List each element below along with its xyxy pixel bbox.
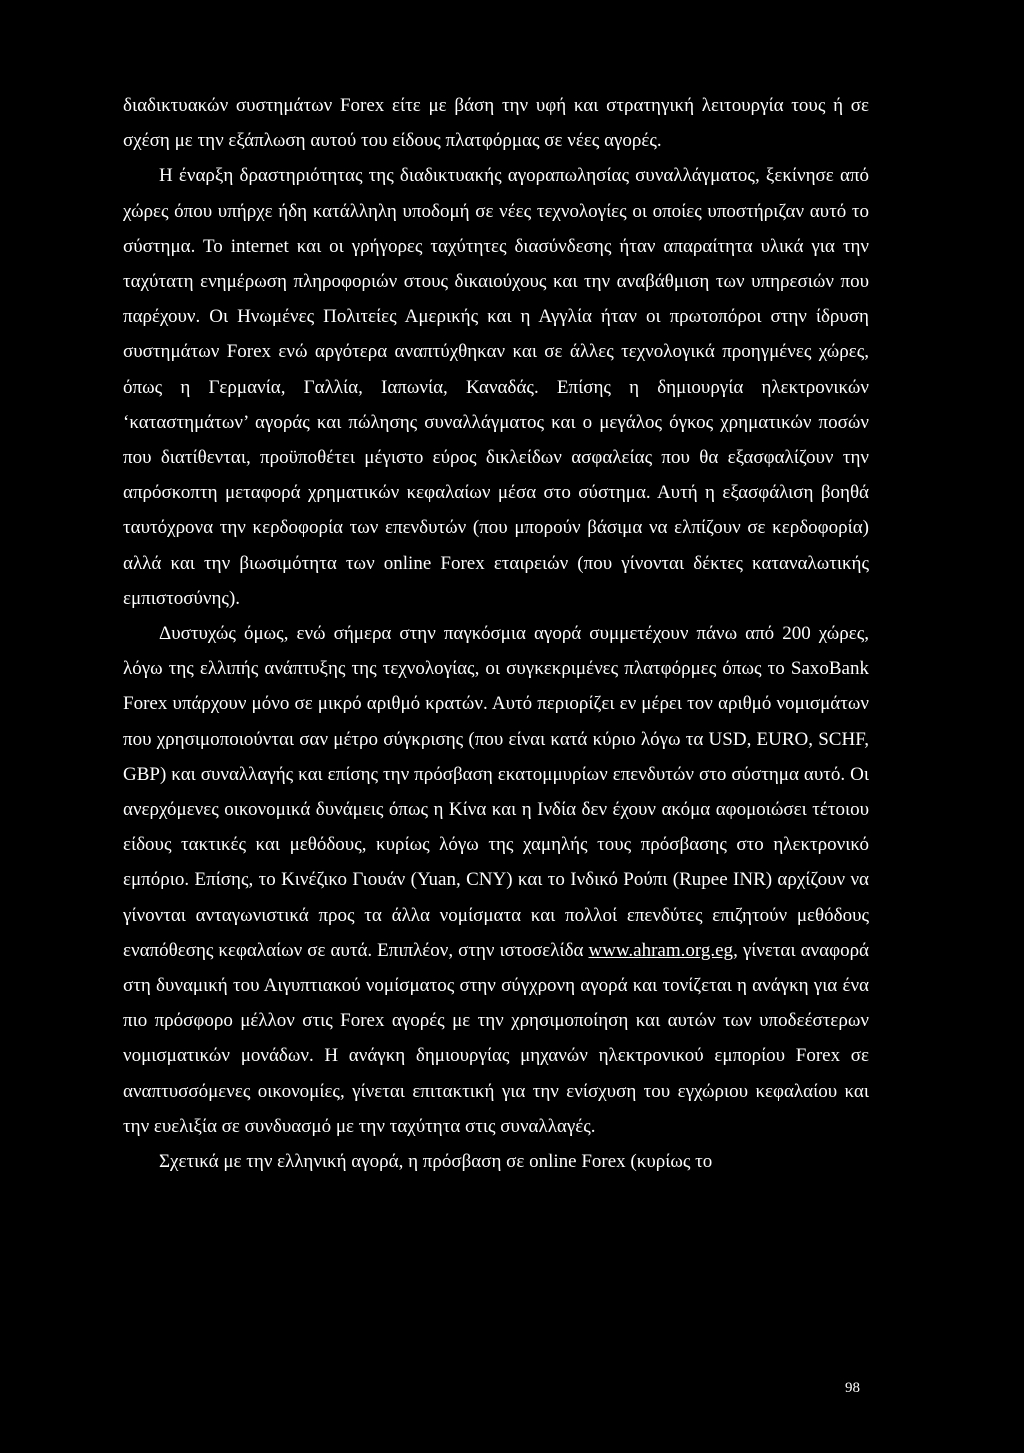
body-text bbox=[123, 88, 869, 1179]
paragraph-text: Δυστυχώς όμως, ενώ σήμερα στην παγκόσμια αγορά συμμετέχουν πάνω από 200 χώρες, λόγω της ελλιπής ανάπτυξης της τεχνολογίας, οι συγκεκριμένες πλατφόρμες όπως το SaxoBank Forex υπάρχουν μόνο σε μικρό αριθμό κρατών. Αυτό περιορίζει εν μέρει τον αριθμό νομισμάτων που χρησιμοποιούνται σαν μέτρο σύγκρισης (που είναι κατά κύριο λόγω τα USD, EURO, SCHF, GBP) και συναλλαγής και επίσης την πρόσβαση εκατομμυρίων επενδυτών στο σύστημα αυτό. Οι ανερχόμενες οικονομικά δυνάμεις όπως η Κίνα και η Ινδία δεν έχουν ακόμα αφομοιώσει τέτοιου είδους τακτικές και μεθόδους, κυρίως λόγω της χαμηλής τους πρόσβασης στο ηλεκτρονικό εμπόριο. Επίσης, το Κινέζικο Γιουάν (Yuan, CNY) και το Ινδικό Ρούπι (Rupee INR) αρχίζουν να γίνονται ανταγωνιστικά προς τα άλλα νομίσματα και πολλοί επενδύτες επιζητούν μεθόδους εναπόθεσης κεφαλαίων σε αυτά. Επιπλέον, στην ιστοσελίδα bbox=[123, 623, 869, 961]
paragraph-text: Η έναρξη δραστηριότητας της διαδικτυακής αγοραπωλησίας συναλλάγματος, ξεκίνησε από χώρες όπου υπήρχε ήδη κατάλληλη υποδομή σε νέες τεχνολογίες οι οποίες υποστήριζαν αυτό το σύστημα. Το internet και οι γρήγορες ταχύτητες διασύνδεσης ήταν απαραίτητα υλικά για την ταχύτατη ενημέρωση πληροφοριών στους δικαιούχους και την αναβάθμιση των υπηρεσιών που παρέχουν. Οι Ηνωμένες Πολιτείες Αμερικής και η Αγγλία ήταν οι πρωτοπόροι στην ίδρυση συστημάτων Forex ενώ αργότερα αναπτύχθηκαν και σε άλλες τεχνολογικά προηγμένες χώρες, όπως η Γερμανία, Γαλλία, Ιαπωνία, Καναδάς. Επίσης η δημιουργία ηλεκτρονικών ‘καταστημάτων’ αγοράς και πώλησης συναλλάγματος και ο μεγάλος όγκος χρηματικών ποσών που διατίθενται, προϋποθέτει μέγιστο εύρος δικλείδων ασφαλείας που θα εξασφαλίζουν την απρόσκοπτη μεταφορά χρηματικών κεφαλαίων μέσα στο σύστημα. Αυτή η εξασφάλιση βοηθά ταυτόχρονα την κερδοφορία των επενδυτών (που μπορούν βάσιμα να ελπίζουν σε κερδοφορία) αλλά και την βιωσιμότητα των online Forex εταιρειών (που γίνονται δέκτες καταναλωτικής εμπιστοσύνης). bbox=[123, 165, 869, 609]
paragraph-p4 bbox=[123, 1144, 869, 1179]
paragraph-p1 bbox=[123, 88, 869, 158]
website-link[interactable]: www.ahram.org.eg bbox=[588, 939, 734, 961]
page-number: 98 bbox=[845, 1380, 860, 1396]
paragraph-text: διαδικτυακών συστημάτων Forex είτε με βάση την υφή και στρατηγική λειτουργία τους ή σε σχέση με την εξάπλωση αυτού του είδους πλατφόρμας σε νέες αγορές. bbox=[123, 95, 869, 152]
paragraph-text: Σχετικά με την ελληνική αγορά, η πρόσβαση σε online Forex (κυρίως το bbox=[159, 1151, 713, 1173]
paragraph-p2 bbox=[123, 158, 869, 616]
paragraph-p3 bbox=[123, 616, 869, 1144]
paragraph-text: , γίνεται αναφορά στη δυναμική του Αιγυπτιακού νομίσματος στην σύγχρονη αγορά και τονίζεται η ανάγκη για ένα πιο πρόσφορο μέλλον στις Forex αγορές με την χρησιμοποίηση και αυτών των υποδεέστερων νομισματικών μονάδων. Η ανάγκη δημιουργίας μηχανών ηλεκτρονικού εμπορίου Forex σε αναπτυσσόμενες οικονομίες, γίνεται επιτακτική για την ενίσχυση του εγχώριου κεφαλαίου και την ευελιξία σε συνδυασμό με την ταχύτητα στις συναλλαγές. bbox=[123, 939, 870, 1137]
